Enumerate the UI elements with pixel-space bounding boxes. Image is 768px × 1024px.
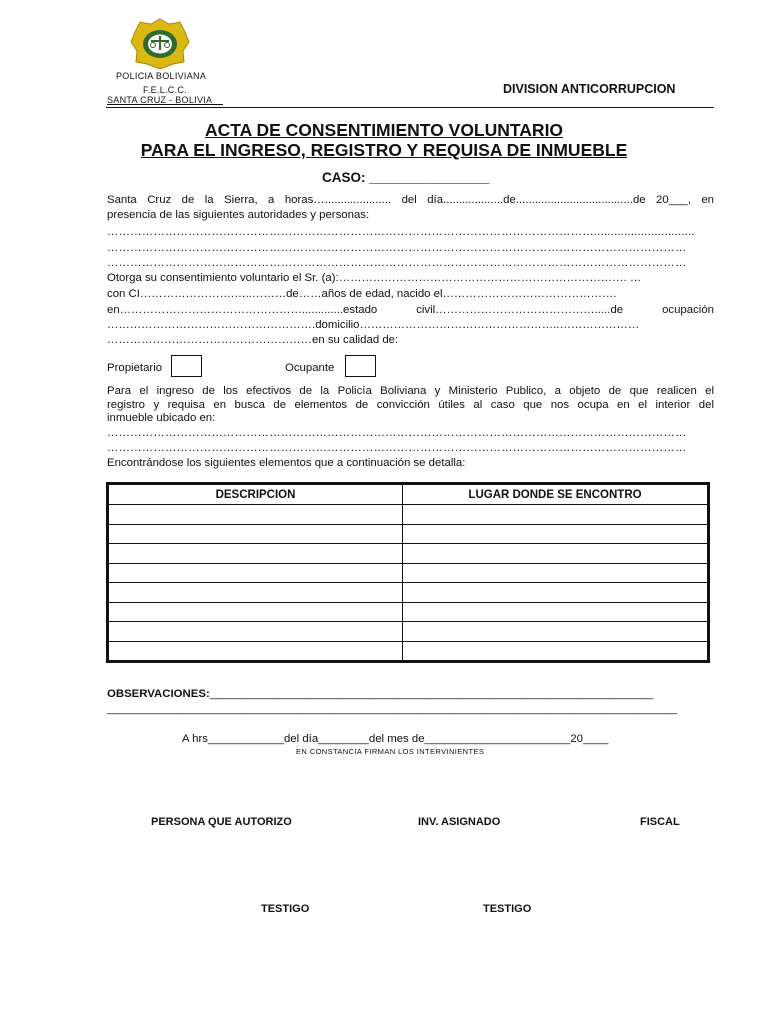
column-header-description: DESCRIPCION [108,484,403,505]
occupant-checkbox[interactable] [345,355,376,377]
location-cell[interactable] [403,583,709,603]
dotted-line: ……………………………………………………………………………………………………………….............................. [107,226,695,238]
dotted-line: …………………………………………………………………………………………………………………………………… [107,242,687,254]
title-text-1: ACTA DE CONSENTIMIENTO VOLUNTARIO [204,120,564,140]
description-cell[interactable] [108,622,403,642]
division-title: DIVISION ANTICORRUPCION [503,82,676,96]
presence-line: presencia de las siguientes autoridades y personas: [107,209,370,221]
observations-line [107,688,714,700]
observations-blank: ______________________________________________________________________ [209,688,654,700]
description-cell[interactable] [108,641,403,662]
table-row [108,544,709,564]
location-cell[interactable] [403,602,709,622]
location-cell[interactable] [403,563,709,583]
document-title-line2 [0,140,768,161]
dotted-line: …………………………………………………………………………………………………………………………………… [107,442,687,454]
observations-label: OBSERVACIONES: [107,688,210,700]
ci-line: con CI…………………….…..………de……años de edad, nacido el………………………………………. [107,288,617,300]
description-cell[interactable] [108,524,403,544]
caso-field: CASO: ________________ [322,170,490,185]
table-row [108,622,709,642]
paragraph-line: Para el ingreso de los efectivos de la Policía Boliviana y Ministerio Publico, a objeto de que realicen el [107,385,714,397]
description-cell[interactable] [108,544,403,564]
signature-prosecutor: FISCAL [640,816,680,828]
description-cell[interactable] [108,563,403,583]
description-cell[interactable] [108,583,403,603]
table-row [108,583,709,603]
table-body [108,505,709,662]
description-cell[interactable] [108,602,403,622]
table-row [108,563,709,583]
dotted-line: …………………………………………………………………………………………………………………………………… [107,257,687,269]
paragraph-line: registro y requisa en busca de elementos de convicción útiles al caso que nos ocupa en el interior del [107,399,714,411]
table-row [108,505,709,525]
column-header-location: LUGAR DONDE SE ENCONTRO [403,484,709,505]
location-cell[interactable] [403,622,709,642]
observations-blank-2: __________________________________________________________________________________________ [107,703,678,715]
org-name: POLICIA BOLIVIANA [116,71,207,81]
title-text-2: PARA EL INGRESO, REGISTRO Y REQUISA DE INMUEBLE [140,140,628,160]
document-title-line1 [0,120,768,141]
date-signature-line: A hrs____________del día________del mes de_______________________20____ [182,733,609,745]
description-cell[interactable] [108,505,403,525]
constancia-text: EN CONSTANCIA FIRMAN LOS INTERVINIENTES [296,747,485,756]
capacity-line: ………………………………………………en su calidad de: [107,334,399,346]
location-cell[interactable] [403,641,709,662]
location-cell[interactable] [403,524,709,544]
domicile-line: ……………………………………………….domicilio……………………………………………..………………… [107,319,640,331]
table-row [108,641,709,662]
paragraph-line: inmueble ubicado en: [107,412,216,424]
table-row [108,602,709,622]
signature-investigator: INV. ASIGNADO [418,816,501,828]
table-row [108,524,709,544]
org-location: SANTA CRUZ - BOLIVIA__ [107,95,223,105]
police-shield-emblem-icon [130,18,190,70]
org-unit: F.E.L.C.C. [143,85,188,95]
location-cell[interactable] [403,505,709,525]
owner-label: Propietario [107,362,163,374]
occupant-label: Ocupante [285,362,335,374]
header-divider [106,107,714,108]
date-place-line: Santa Cruz de la Sierra, a horas…..................... del día...................de.....................................de 20___, en [107,194,714,206]
signature-witness-2: TESTIGO [483,903,532,915]
elements-intro: Encontrándose los siguientes elementos que a continuación se detalla: [107,457,466,469]
table-header-row [108,484,709,505]
location-cell[interactable] [403,544,709,564]
signature-authorizing-person: PERSONA QUE AUTORIZO [151,816,292,828]
signature-witness-1: TESTIGO [261,903,310,915]
civil-status-line: en………………………………………….............estado civil…………………………………….....de ocupación [107,304,714,316]
owner-checkbox[interactable] [171,355,202,377]
dotted-line: …………………………………………………………………………………………………………………………………… [107,427,687,439]
consent-line: Otorga su consentimiento voluntario el Sr. (a):…………………………………………………………………. … [107,272,642,284]
elements-table [106,482,710,663]
